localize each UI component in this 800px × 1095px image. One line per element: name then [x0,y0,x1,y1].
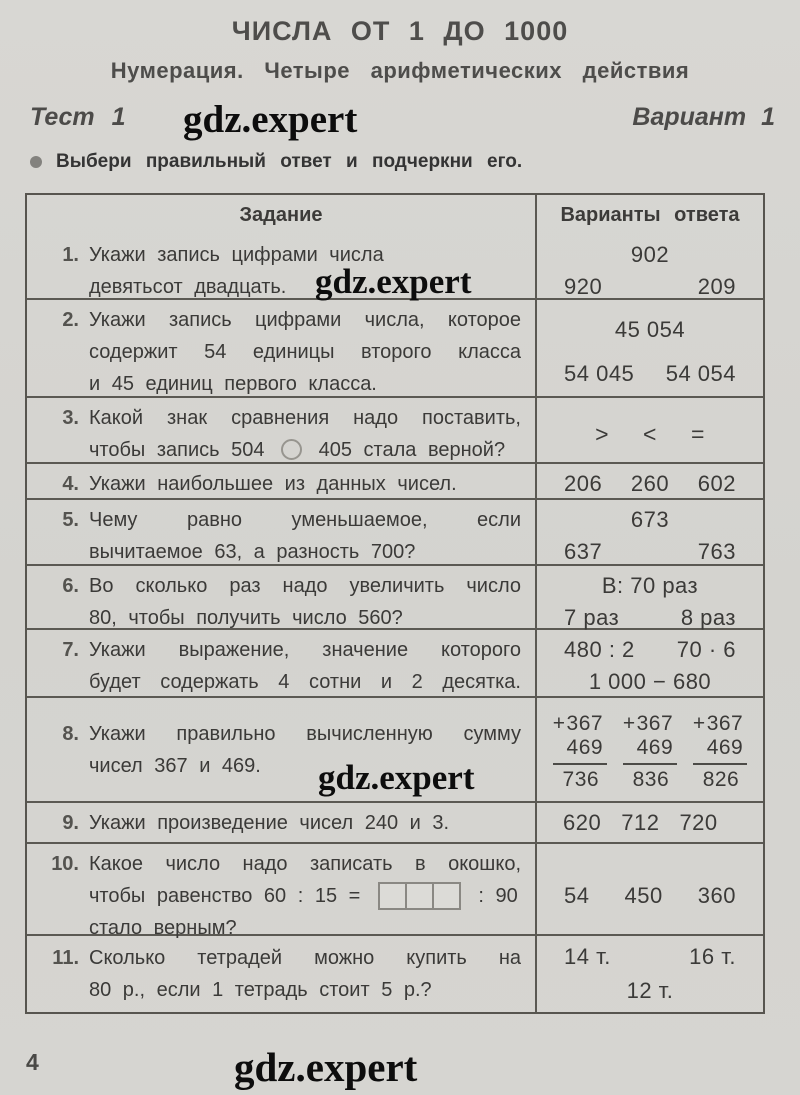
task-inner [43,807,521,839]
answer-window [378,882,461,910]
task-inner [43,848,521,944]
task-text-line: Укажи наибольшее из данных чисел. [89,473,457,495]
column-sum [623,712,677,792]
column-sum-operands [623,712,677,765]
task-text-line: Во сколько раз надо увеличить число [89,575,521,597]
answer-option: 8 раз [680,605,736,631]
instruction [30,151,522,173]
answer-option: 12 т. [626,978,674,1003]
task-inner [43,942,521,1006]
comparison-circle-icon [281,439,302,460]
answer-line [537,361,763,387]
task-text-line: содержит 54 единицы второго класса [89,341,521,363]
answer-option: = [690,421,705,447]
plus-sign: + [622,711,636,735]
task-cell [27,300,535,404]
answer-line [537,605,763,631]
answer-option: 16 т. [689,944,736,969]
answer-line [537,242,763,268]
answers-cell [535,936,763,1012]
answers-cell [535,844,763,948]
task-text-line: Какое число надо записать в окошко, [89,853,521,875]
answer-option: < [643,421,657,447]
answer-option: 360 [697,883,736,908]
answers-cell [535,803,763,843]
task-cell [27,803,535,843]
answer-option: 14 т. [564,944,611,969]
addend: 367 [706,711,744,735]
answer-option: 902 [630,241,670,267]
task-cell [27,844,535,948]
answer-option: 450 [624,883,663,908]
task-inner [43,634,521,698]
task-inner [43,402,521,466]
task-text [89,570,521,634]
sum-result: 826 [702,767,740,791]
answer-option: 206 [564,471,603,496]
table-row [27,462,763,498]
task-text-line: Укажи произведение чисел 240 и 3. [89,812,450,834]
table-row [27,498,763,564]
worksheet-table [25,193,765,1014]
task-text [89,848,521,944]
task-text-line: Укажи запись цифрами числа [89,244,384,266]
task-text-line: чисел 367 и 469. [89,754,261,777]
table-row [27,842,763,939]
table-row [27,934,763,1012]
task-text-line: 80 р., если 1 тетрадь стоит 5 р.? [89,979,432,1001]
addend: 367 [636,711,674,735]
answer-option: 54 054 [665,360,736,386]
answers-cell [535,300,763,404]
test-label: Тест 1 [30,103,126,131]
table-row [27,396,763,462]
answer-line [537,539,763,565]
answer-option: > [595,421,610,447]
task-text [89,468,521,500]
answers-cell [535,698,763,801]
task-cell [27,500,535,572]
watermark-bottom: gdz.expert [234,1044,418,1090]
task-number: 9. [62,812,79,834]
task-text [89,942,521,1006]
answer-option: 673 [630,506,670,532]
task-text-line: чтобы запись 504 405 стала верной? [89,439,506,461]
task-text-line: стало верным? [89,917,237,939]
answer-line [537,883,763,909]
answer-option: 480 : 2 [564,636,635,662]
task-text [89,402,521,466]
answers-cell [535,630,763,702]
task-number: 6. [62,575,79,597]
answer-line [537,669,763,695]
answer-option: 637 [564,539,603,565]
answers-cell [535,235,763,307]
task-cell [27,464,535,504]
column-sum-numbers [567,712,604,760]
task-inner [43,304,521,400]
sum-result: 736 [562,767,600,791]
answer-option: 720 [679,810,718,835]
page-subtitle: Нумерация. Четыре арифметических действия [110,58,690,83]
addend: 469 [636,735,674,759]
task-number: 7. [62,639,79,661]
task-number: 11. [52,947,79,969]
task-text-line: Какой знак сравнения надо поставить, [89,407,521,429]
task-text-line: будет содержать 4 сотни и 2 десятка. [89,671,521,693]
variant-label: Вариант 1 [632,103,775,131]
answer-option: 712 [621,810,660,835]
task-number: 8. [62,722,79,745]
page-number: 4 [26,1049,39,1075]
answer-line [537,471,763,497]
task-number: 1. [62,244,79,266]
task-text-line: 80, чтобы получить число 560? [89,607,403,629]
task-text-line: чтобы равенство 60 : 15 = : 90 [89,880,521,912]
column-sum [693,712,747,792]
task-text [89,504,521,568]
answer-option: 7 раз [564,605,620,631]
answer-option: 209 [697,274,736,300]
answer-line [537,421,763,447]
column-sum-numbers [637,712,674,760]
answer-option: В: 70 раз [601,572,699,598]
task-text [89,634,521,698]
test-variant-row [30,103,775,137]
answer-option: 602 [697,471,736,496]
answer-option: 920 [564,274,603,300]
answer-line [537,810,763,836]
page-title: ЧИСЛА ОТ 1 ДО 1000 [231,16,569,46]
table-row [27,801,763,842]
addend: 469 [706,735,744,759]
answer-option: 260 [630,471,670,496]
task-cell [27,398,535,470]
task-text-line: вычитаемое 63, а разность 700? [89,541,416,563]
task-text-line: Укажи запись цифрами числа, которое [89,309,521,331]
answer-option: 70 · 6 [676,636,736,662]
answers-cell [535,500,763,572]
table-row [27,628,763,696]
column-sum-operands [553,712,607,765]
task-text-line: Укажи выражение, значение которого [89,639,521,661]
plus-sign: + [552,711,566,735]
task-inner [43,468,521,500]
table-row [27,564,763,631]
answer-line [537,507,763,533]
answers-cell [535,566,763,638]
answer-line [537,274,763,300]
sum-result: 836 [632,767,670,791]
answers-cell [535,464,763,504]
task-text-line: Сколько тетрадей можно купить на [89,947,521,969]
task-inner [43,504,521,568]
task-text-line: Укажи правильно вычисленную сумму [89,722,521,745]
task-number: 3. [62,407,79,429]
answer-option: 763 [697,539,736,565]
task-number: 5. [62,509,79,531]
task-text [89,304,521,400]
answer-line [537,944,763,970]
watermark-row8: gdz.expert [318,758,475,797]
answer-option: 54 [564,883,590,908]
instruction-text: Выбери правильный ответ и подчеркни его. [56,151,523,172]
task-number: 10. [51,853,79,875]
task-text [89,807,521,839]
task-number: 2. [62,309,79,331]
watermark-row1: gdz.expert [315,262,472,301]
task-text-line: девятьсот двадцать. [89,276,287,298]
answer-option: 45 054 [614,317,686,343]
table-row [27,298,763,396]
task-text-line: и 45 единиц первого класса. [89,373,377,395]
table-header-row [27,195,763,235]
task-inner [43,570,521,634]
task-number: 4. [62,473,79,495]
column-sum [553,712,607,792]
task-text-line: Чему равно уменьшаемое, если [89,509,521,531]
plus-sign: + [692,711,706,735]
task-cell [27,936,535,1012]
answer-option: 54 045 [564,360,635,386]
watermark-top: gdz.expert [183,98,358,141]
column-sum-operands [693,712,747,765]
table-header-answers: Варианты ответа [535,195,763,235]
answers-cell [535,398,763,470]
answer-line [537,637,763,663]
addend: 469 [566,735,604,759]
task-cell [27,630,535,702]
answer-line [537,708,763,792]
column-sum-numbers [707,712,744,760]
task-cell [27,566,535,638]
table-header-task: Задание [239,203,323,226]
bullet-icon [30,156,42,168]
answer-option: 620 [563,810,602,835]
answer-line [537,978,763,1004]
answer-line [537,317,763,343]
answer-option: 1 000 − 680 [588,669,712,695]
addend: 367 [566,711,604,735]
answer-line [537,573,763,599]
